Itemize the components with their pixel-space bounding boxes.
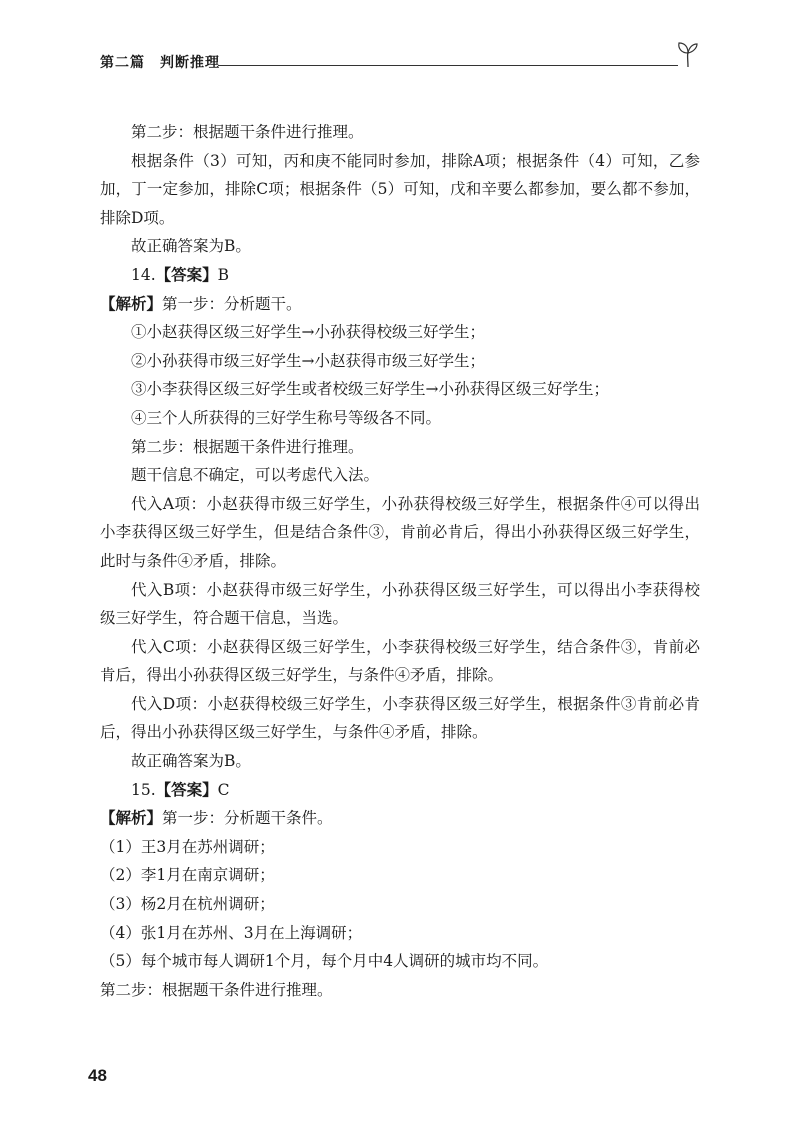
condition-item: （4）张1月在苏州、3月在上海调研； [100,923,363,942]
page-body [100,118,700,1004]
condition-item: ③小李获得区级三好学生或者校级三好学生→小孙获得区级三好学生； [131,380,609,399]
answer-value: C [217,780,230,799]
header-rule [218,65,678,66]
option-d-analysis: 代入D项：小赵获得校级三好学生，小李获得区级三好学生，根据条件③肯前必肯后，得出小孙获得区级三好学生，与条件④矛盾，排除。 [100,694,700,742]
chapter-title: 第二篇 判断推理 [100,55,220,71]
paragraph: 故正确答案为B。 [131,237,251,256]
option-b-analysis: 代入B项：小赵获得市级三好学生，小孙获得区级三好学生，可以得出小李获得校级三好学生，符合题干信息，当选。 [100,580,700,628]
question-number: 14. [131,265,156,284]
answer-tag: 【答案】 [155,265,218,284]
question-number: 15. [131,780,156,799]
paragraph: 故正确答案为B。 [131,752,251,771]
paragraph: 题干信息不确定，可以考虑代入法。 [131,466,380,485]
question-14-answer [100,261,700,290]
option-c-analysis: 代入C项：小赵获得区级三好学生，小李获得校级三好学生，结合条件③，肯前必肯后，得出小孙获得区级三好学生，与条件④矛盾，排除。 [100,637,700,685]
analysis-tag: 【解析】 [100,809,163,828]
condition-item: （1）王3月在苏州调研； [100,837,275,856]
running-header [100,50,700,74]
answer-tag: 【答案】 [155,780,218,799]
question-15-answer [100,776,700,805]
condition-item: （5）每个城市每人调研1个月，每个月中4人调研的城市均不同。 [100,952,549,971]
question-14-analysis [100,290,700,319]
paragraph: 第二步：根据题干条件进行推理。 [131,123,364,141]
condition-item: （2）李1月在南京调研； [100,866,275,885]
paragraph: 根据条件（3）可知，丙和庚不能同时参加，排除A项；根据条件（4）可知，乙参加，丁一定参加，排除C项；根据条件（5）可知，戊和辛要么都参加，要么都不参加，排除D项。 [100,151,700,227]
condition-item: （3）杨2月在杭州调研； [100,895,275,914]
condition-item: ④三个人所获得的三好学生称号等级各不同。 [131,408,442,427]
analysis-text: 第一步：分析题干。 [162,294,302,313]
answer-value: B [217,265,230,284]
option-a-analysis: 代入A项：小赵获得市级三好学生，小孙获得校级三好学生，根据条件④可以得出小李获得区级三好学生，但是结合条件③，肯前必肯后，得出小孙获得区级三好学生，此时与条件④矛盾，排除。 [100,494,700,570]
sprout-icon [676,40,700,68]
analysis-tag: 【解析】 [100,294,163,313]
analysis-text: 第一步：分析题干条件。 [162,809,333,828]
paragraph: 第二步：根据题干条件进行推理。 [100,980,333,999]
paragraph: 第二步：根据题干条件进行推理。 [131,437,364,456]
condition-item: ①小赵获得区级三好学生→小孙获得校级三好学生； [131,323,485,342]
question-15-analysis [100,804,700,833]
condition-item: ②小孙获得市级三好学生→小赵获得市级三好学生； [131,351,485,370]
page-number: 48 [88,1066,107,1085]
